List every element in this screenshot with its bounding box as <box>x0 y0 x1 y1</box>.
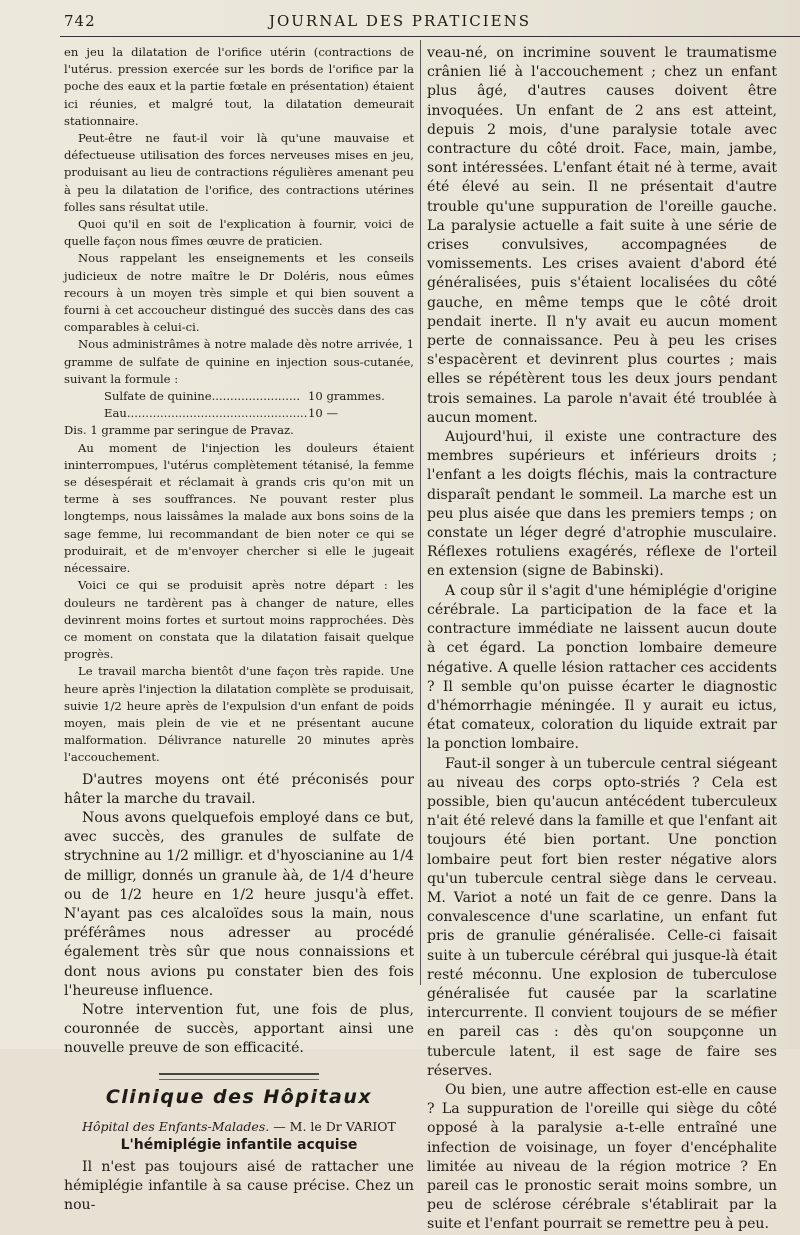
left-column <box>64 44 414 1215</box>
recipe-line-water <box>64 405 414 422</box>
hospital-author: — M. le Dr VARIOT <box>269 1118 396 1134</box>
hospital-byline <box>64 1118 414 1136</box>
paragraph: Quoi qu'il en soit de l'explication à fournir, voici de quelle façon nous fîmes œuvre de praticien. <box>64 217 414 249</box>
paragraph: Aujourd'hui, il existe une contracture des membres supérieurs et inférieurs droits ; l'enfant a les doigts fléchis, mais la contracture disparaît pendant le sommeil. La marche est un peu plus aisée que dans les premiers temps ; on constate un léger degré d'atrophie musculaire. Réflexes rotuliens exagérés, réflexe de l'orteil en extension (signe de Babinski). <box>427 429 777 580</box>
paragraph: A coup sûr il s'agit d'une hémiplégie d'origine cérébrale. La participation de la face et la contracture immédiate ne laissent aucun doute à cet égard. La ponction lombaire demeure négative. A quelle lésion rattacher ces accidents ? Il semble qu'on puisse écarter le diagnostic d'hémorrhagie méningée. Il y aurait eu ictus, état comateux, coloration du liquide extrait par la ponction lombaire. <box>427 582 777 753</box>
paragraph: veau-né, on incrimine souvent le traumatisme crânien lié à l'accouchement ; chez un enfant plus âgé, d'autres causes doivent être invoquées. Un enfant de 2 ans est atteint, depuis 2 mois, d'une paralysie totale avec contracture du côté droit. Face, main, jambe, sont intéressées. L'enfant était né à terme, avait été élevé au sein. Il ne présentait d'autre trouble qu'une suppuration de l'oreille gauche. La paralysie actuelle a fait suite à une série de crises convulsives, accompagnées de vomissements. Les crises avaient d'abord été généralisées, puis s'étaient localisées du côté gauche, en même temps que le côté droit pendait inerte. Il n'y avait eu aucun moment perte de connaissance. Peu à peu les crises s'espacèrent et devinrent plus courtes ; mais elles se répétèrent tous les deux jours pendant trois semaines. La parole n'avait été troublée à aucun moment. <box>427 45 777 426</box>
paragraph: en jeu la dilatation de l'orifice utérin (contractions de l'utérus. pression exercée sur les bords de l'orifice par la poche des eaux et la partie fœtale en présentation) étaient ici réunies, et malgré tout, la dilatation demeurait stationnaire. <box>64 45 414 128</box>
paragraph: Ou bien, une autre affection est-elle en cause ? La suppuration de l'oreille qui siège du côté opposé à la paralysie a-t-elle entraîné une infection de voisinage, un foyer d'encéphalite limitée au niveau de la région motrice ? En pareil cas le pronostic serait moins sombre, un peu de sclérose cérébrale s'établirait par la suite et l'enfant pourrait se remettre peu à peu. <box>427 1081 777 1233</box>
recipe-quantity: 10 grammes. <box>308 389 385 404</box>
recipe-quantity: 10 — <box>308 406 339 421</box>
column-divider <box>420 40 421 985</box>
section-ornament <box>159 1073 319 1080</box>
paragraph: Peut-être ne faut-il voir là qu'une mauvaise et défectueuse utilisation des forces nerveuses mises en jeu, produisant au lieu de contractions régulières amenant peu à peu la dilatation de l'orifice, des contractions utérines folles sans résultat utile. <box>64 131 414 214</box>
paragraph: Nous rappelant les enseignements et les conseils judicieux de notre maître le Dr Doléris, nous eûmes recours à un moyen très simple et qui bien souvent a fourni à cet accoucheur distingué des succès dans des cas comparables à celui-ci. <box>64 251 414 335</box>
paragraph: Nous avons quelquefois employé dans ce but, avec succès, des granules de sulfate de strychnine au 1/2 milligr. et d'hyoscianine au 1/4 de milligr, donnés un granule àà, de 1/4 d'heure ou de 1/2 heure en 1/2 heure jusqu'à effet. N'ayant pas ces alcaloïdes sous la main, nous préférâmes nous adresser au procédé également très sûr que nous connaissions et dont nous avions pu constater bien des fois l'heureuse influence. <box>64 809 414 999</box>
paragraph: Le travail marcha bientôt d'une façon très rapide. Une heure après l'injection la dilatation complète se produisait, suivie 1/2 heure après de l'expulsion d'un enfant de poids moyen, mais plein de vie et ne présentant aucune malformation. Délivrance naturelle 20 minutes après l'accouchement. <box>64 664 414 765</box>
conclusion-text <box>64 771 414 1059</box>
dosage-line: Dis. 1 gramme par seringue de Pravaz. <box>64 423 294 438</box>
hospital-name: Hôpital des Enfants-Malades. <box>82 1118 270 1134</box>
obstetric-case-text <box>64 44 414 767</box>
section-title: Clinique des Hôpitaux <box>105 1085 373 1108</box>
paragraph: Nous administrâmes à notre malade dès notre arrivée, 1 gramme de sulfate de quinine en injection sous-cutanée, suivant la formule : <box>64 337 414 386</box>
header-rule <box>60 36 800 37</box>
journal-title: JOURNAL DES PRATICIENS <box>268 12 532 30</box>
article-title: L'hémiplégie infantile acquise <box>120 1136 358 1153</box>
recipe-line-quinine <box>64 388 414 405</box>
right-column <box>427 44 777 1235</box>
recipe-ingredient: Eau................................................. <box>104 406 308 421</box>
paragraph: Il n'est pas toujours aisé de rattacher une hémiplégie infantile à sa cause précise. Chez un nou- <box>64 1158 414 1213</box>
paragraph: Faut-il songer à un tubercule central siégeant au niveau des corps opto-striés ? Cela est possible, bien qu'aucun antécédent tuberculeux n'ait été relevé dans la famille et que l'enfant ait toujours été bien portant. Une ponction lombaire peut fort bien rester négative alors qu'un tubercule central siège dans le cerveau. M. Variot a noté un fait de ce genre. Dans la convalescence d'une scarlatine, un enfant fut pris de granulie généralisée. Celle-ci faisait suite à un tubercule cérébral qui jusque-là était resté méconnu. Une explosion de tuberculose généralisée fut causée par la scarlatine intercurrente. Il convient toujours de se méfier en pareil cas : dès qu'on soupçonne un tubercule latent, il est sage de faire ses réserves. <box>427 755 777 1079</box>
paragraph: Notre intervention fut, une fois de plus, couronnée de succès, apportant ainsi une nouvelle preuve de son efficacité. <box>64 1001 414 1057</box>
paragraph: D'autres moyens ont été préconisés pour hâter la marche du travail. <box>64 771 414 807</box>
page-number: 742 <box>64 12 96 30</box>
recipe-ingredient: Sulfate de quinine........................ <box>104 389 301 404</box>
paragraph: Au moment de l'injection les douleurs étaient ininterrompues, l'utérus complètement tétanisé, la femme se désespérait et réclamait à grands cris qu'on mit un terme à ses souffrances. Ne pouvant rester plus longtemps, nous laissâmes la malade aux bons soins de la sage femme, lui recommandant de bien noter ce qui se produirait, et de m'envoyer chercher si elle le jugeait nécessaire. <box>64 440 414 576</box>
paragraph: Voici ce qui se produisit après notre départ : les douleurs ne tardèrent pas à changer de nature, elles devinrent moins fortes et surtout moins rapprochées. Dès ce moment on constata que la dilatation faisait quelque progrès. <box>64 578 414 662</box>
